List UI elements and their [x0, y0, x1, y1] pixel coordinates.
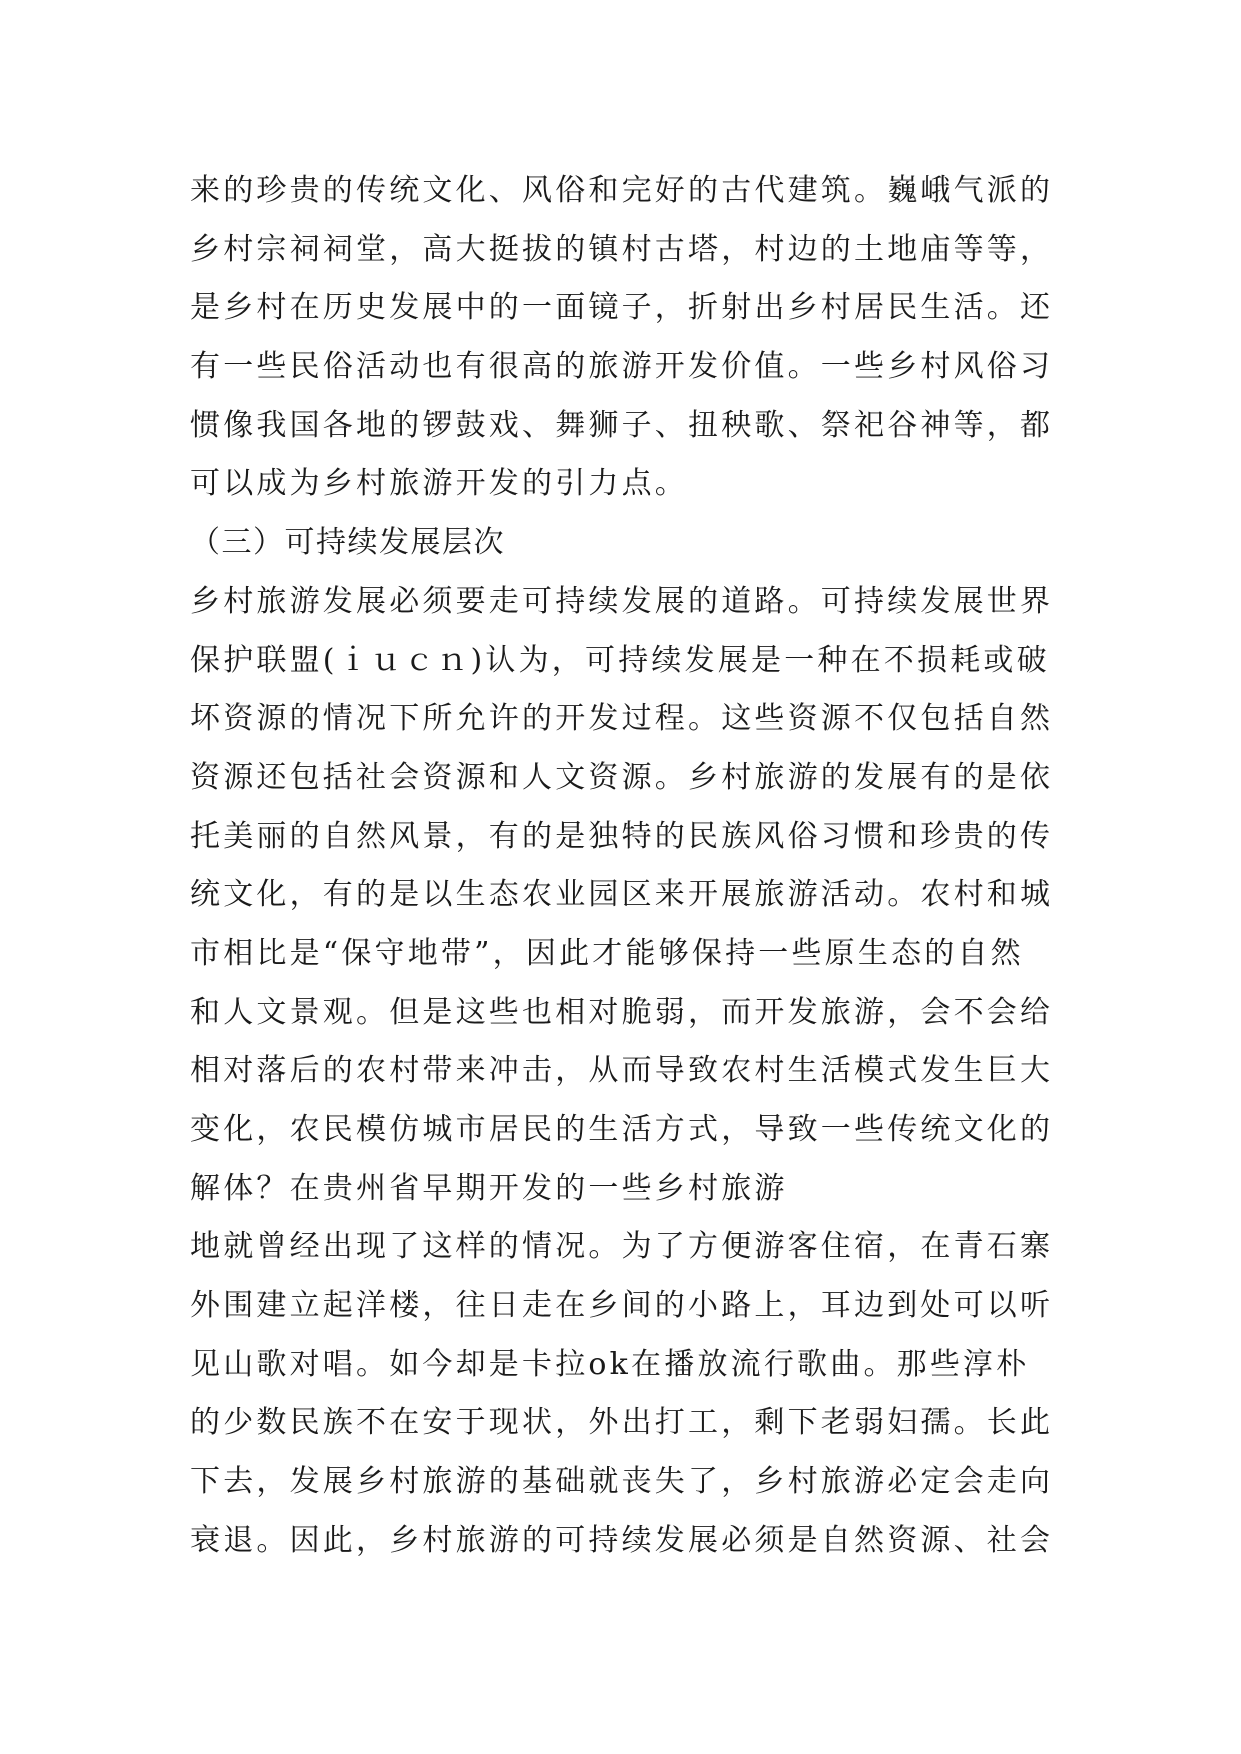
- text-line: 是乡村在历史发展中的一面镜子，折射出乡村居民生活。还: [190, 290, 1054, 326]
- text-line: 惯像我国各地的锣鼓戏、舞狮子、扭秧歌、祭祀谷神等，都: [190, 407, 1054, 443]
- text-line: 来的珍贵的传统文化、风俗和完好的古代建筑。巍峨气派的: [190, 173, 1054, 208]
- body-text: [190, 162, 1070, 1571]
- text-line: 市相比是“保守地带”，因此才能够保持一些原生态的自然: [190, 935, 1024, 971]
- text-line: 解体？在贵州省早期开发的一些乡村旅游: [190, 1170, 788, 1206]
- text-line: 见山歌对唱。如今却是卡拉ok在播放流行歌曲。那些淳朴: [190, 1346, 1030, 1382]
- text-line: 下去，发展乡村旅游的基础就丧失了，乡村旅游必定会走向: [190, 1464, 1054, 1500]
- text-line: 和人文景观。但是这些也相对脆弱，而开发旅游，会不会给: [190, 994, 1054, 1030]
- text-line: 乡村旅游发展必须要走可持续发展的道路。可持续发展世界: [190, 583, 1054, 619]
- text-line: 乡村宗祠祠堂，高大挺拔的镇村古塔，村边的土地庙等等，: [190, 231, 1054, 267]
- text-line: 资源还包括社会资源和人文资源。乡村旅游的发展有的是依: [190, 759, 1054, 795]
- text-line: 托美丽的自然风景，有的是独特的民族风俗习惯和珍贵的传: [190, 818, 1054, 854]
- text-line: 的少数民族不在安于现状，外出打工，剩下老弱妇孺。长此: [190, 1405, 1054, 1441]
- text-line: 有一些民俗活动也有很高的旅游开发价值。一些乡村风俗习: [190, 349, 1054, 385]
- text-line: 地就曾经出现了这样的情况。为了方便游客住宿，在青石寨: [190, 1229, 1054, 1265]
- text-line: 相对落后的农村带来冲击，从而导致农村生活模式发生巨大: [190, 1053, 1054, 1089]
- text-line: 可以成为乡村旅游开发的引力点。: [190, 466, 688, 502]
- text-line: 保护联盟(ｉｕｃｎ)认为，可持续发展是一种在不损耗或破: [190, 642, 1050, 678]
- text-line: 统文化，有的是以生态农业园区来开展旅游活动。农村和城: [190, 877, 1054, 913]
- text-line: 外围建立起洋楼，往日走在乡间的小路上，耳边到处可以听: [190, 1288, 1054, 1324]
- text-line: 变化，农民模仿城市居民的生活方式，导致一些传统文化的: [190, 1112, 1054, 1147]
- section-heading: （三）可持续发展层次: [190, 525, 505, 561]
- text-line: 坏资源的情况下所允许的开发过程。这些资源不仅包括自然: [190, 701, 1054, 737]
- text-line: 衰退。因此，乡村旅游的可持续发展必须是自然资源、社会: [190, 1522, 1054, 1558]
